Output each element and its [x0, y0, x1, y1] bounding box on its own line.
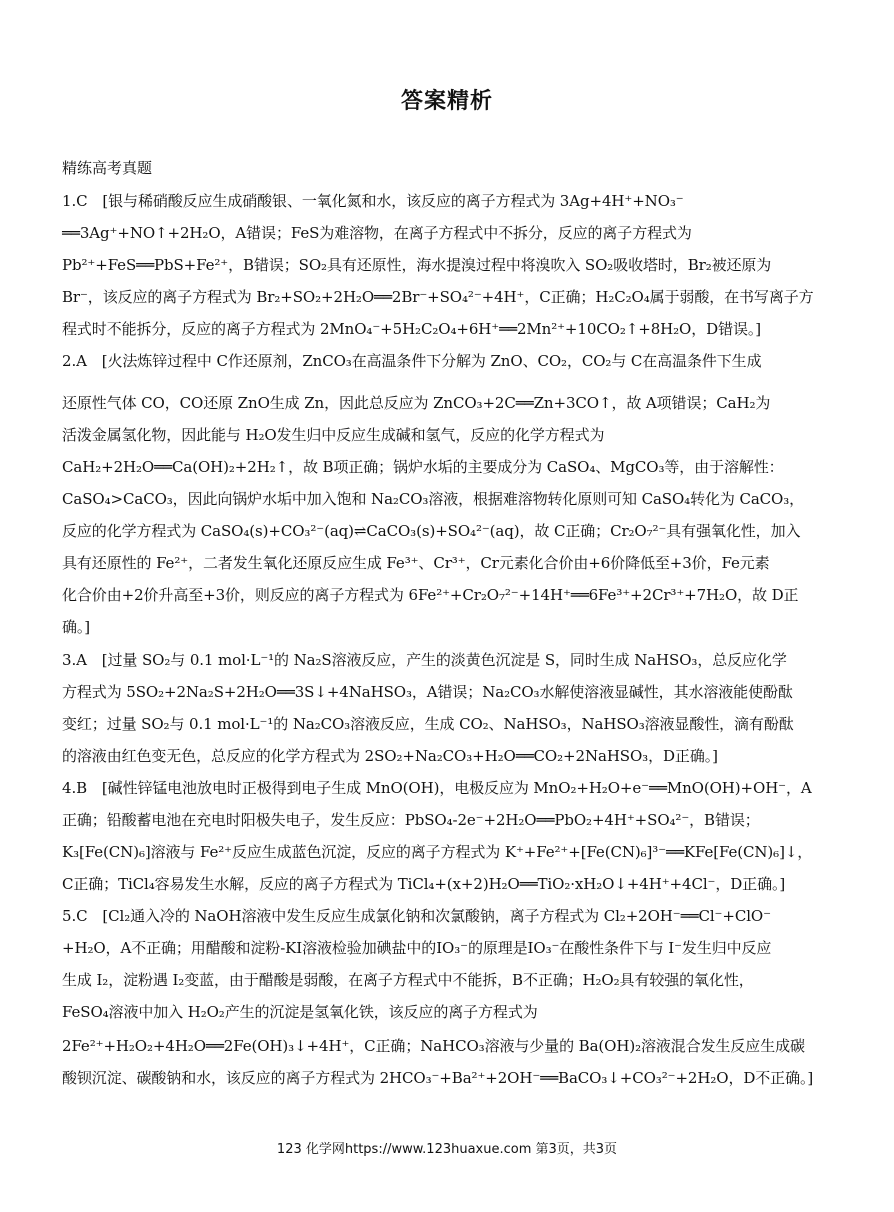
text-line: 2.A [火法炼锌过程中 C作还原剂，ZnCO₃在高温条件下分解为 ZnO、CO₂，CO₂与 C在高温条件下生成 [62, 352, 762, 370]
text-line: CaSO₄>CaCO₃，因此向锅炉水垢中加入饱和 Na₂CO₃溶液，根据难溶物转化原则可知 CaSO₄转化为 CaCO₃， [62, 490, 805, 508]
text-line: 3.A [过量 SO₂与 0.1 mol·L⁻¹的 Na₂S溶液反应，产生的淡黄色沉淀是 S，同时生成 NaHSO₃，总反应化学 [62, 651, 787, 669]
text-line: FeSO₄溶液中加入 H₂O₂产生的沉淀是氢氧化铁，该反应的离子方程式为 [62, 1003, 538, 1021]
text-line: 化合价由+2价升高至+3价，则反应的离子方程式为 6Fe²⁺+Cr₂O₇²⁻+14H⁺══6Fe³⁺+2Cr³⁺+7H₂O，故 D正 [62, 586, 799, 604]
text-line: Pb²⁺+FeS══PbS+Fe²⁺，B错误；SO₂具有还原性，海水提溴过程中将溴吹入 SO₂吸收塔时，Br₂被还原为 [62, 256, 772, 274]
text-line: K₃[Fe(CN)₆]溶液与 Fe²⁺反应生成蓝色沉淀，反应的离子方程式为 K⁺+Fe²⁺+[Fe(CN)₆]³⁻══KFe[Fe(CN)₆]↓， [62, 843, 813, 861]
text-line: 正确；铅酸蓄电池在充电时阳极失电子，发生反应：PbSO₄-2e⁻+2H₂O══PbO₂+4H⁺+SO₄²⁻，B错误； [62, 811, 760, 829]
text-line: Br⁻，该反应的离子方程式为 Br₂+SO₂+2H₂O══2Br⁻+SO₄²⁻+4H⁺，C正确；H₂C₂O₄属于弱酸，在书写离子方 [62, 288, 814, 306]
page-footer: 123 化学网https://www.123huaxue.com 第3页，共3页 [276, 1142, 618, 1157]
text-line: 1.C [银与稀硝酸反应生成硝酸银、一氧化氮和水，该反应的离子方程式为 3Ag+4H⁺+NO₃⁻ [62, 192, 684, 210]
text-line: 生成 I₂，淀粉遇 I₂变蓝，由于醋酸是弱酸，在离子方程式中不能拆，B不正确；H₂O₂具有较强的氧化性， [62, 971, 754, 989]
page-title: 答案精析 [400, 89, 493, 114]
text-line: +H₂O，A不正确；用醋酸和淀粉-KI溶液检验加碘盐中的IO₃⁻的原理是IO₃⁻在酸性条件下与 I⁻发生归中反应 [62, 939, 772, 957]
text-line: 5.C [Cl₂通入冷的 NaOH溶液中发生反应生成氯化钠和次氯酸钠，离子方程式为 Cl₂+2OH⁻══Cl⁻+ClO⁻ [62, 907, 771, 925]
text-line: CaH₂+2H₂O══Ca(OH)₂+2H₂↑，故 B项正确；锅炉水垢的主要成分为 CaSO₄、MgCO₃等，由于溶解性： [62, 458, 784, 476]
text-line: 的溶液由红色变无色，总反应的化学方程式为 2SO₂+Na₂CO₃+H₂O══CO₂+2NaHSO₃，D正确。] [62, 747, 718, 765]
text-line: ══3Ag⁺+NO↑+2H₂O，A错误；FeS为难溶物，在离子方程式中不拆分，反应的离子方程式为 [62, 224, 692, 242]
text-line: 方程式为 5SO₂+2Na₂S+2H₂O══3S↓+4NaHSO₃，A错误；Na₂CO₃水解使溶液显碱性，其水溶液能使酚酞 [62, 683, 793, 701]
text-line: 还原性气体 CO，CO还原 ZnO生成 Zn，因此总反应为 ZnCO₃+2C══Zn+3CO↑，故 A项错误；CaH₂为 [62, 394, 771, 412]
text-line: 反应的化学方程式为 CaSO₄(s)+CO₃²⁻(aq)⇌CaCO₃(s)+SO₄²⁻(aq)，故 C正确；Cr₂O₇²⁻具有强氧化性，加入 [62, 522, 801, 540]
section-heading: 精练高考真题 [62, 159, 153, 177]
text-line: C正确；TiCl₄容易发生水解，反应的离子方程式为 TiCl₄+(x+2)H₂O══TiO₂·xH₂O↓+4H⁺+4Cl⁻，D正确。] [62, 875, 786, 893]
text-line: 程式时不能拆分，反应的离子方程式为 2MnO₄⁻+5H₂C₂O₄+6H⁺══2Mn²⁺+10CO₂↑+8H₂O，D错误。] [62, 320, 762, 338]
text-line: 具有还原性的 Fe²⁺，二者发生氧化还原反应生成 Fe³⁺、Cr³⁺，Cr元素化合价由+6价降低至+3价，Fe元素 [62, 554, 770, 572]
text-line: 4.B [碱性锌锰电池放电时正极得到电子生成 MnO(OH)，电极反应为 MnO₂+H₂O+e⁻══MnO(OH)+OH⁻，A [62, 779, 812, 797]
text-line: 变红；过量 SO₂与 0.1 mol·L⁻¹的 Na₂CO₃溶液反应，生成 CO₂、NaHSO₃，NaHSO₃溶液显酸性，滴有酚酞 [62, 715, 794, 733]
text-line: 确。] [62, 618, 91, 636]
text-line: 活泼金属氢化物，因此能与 H₂O发生归中反应生成碱和氢气，反应的化学方程式为 [62, 426, 605, 444]
text-line: 2Fe²⁺+H₂O₂+4H₂O══2Fe(OH)₃↓+4H⁺，C正确；NaHCO₃溶液与少量的 Ba(OH)₂溶液混合发生反应生成碳 [62, 1037, 805, 1055]
text-line: 酸钡沉淀、碳酸钠和水，该反应的离子方程式为 2HCO₃⁻+Ba²⁺+2OH⁻══BaCO₃↓+CO₃²⁻+2H₂O，D不正确。] [62, 1069, 814, 1087]
